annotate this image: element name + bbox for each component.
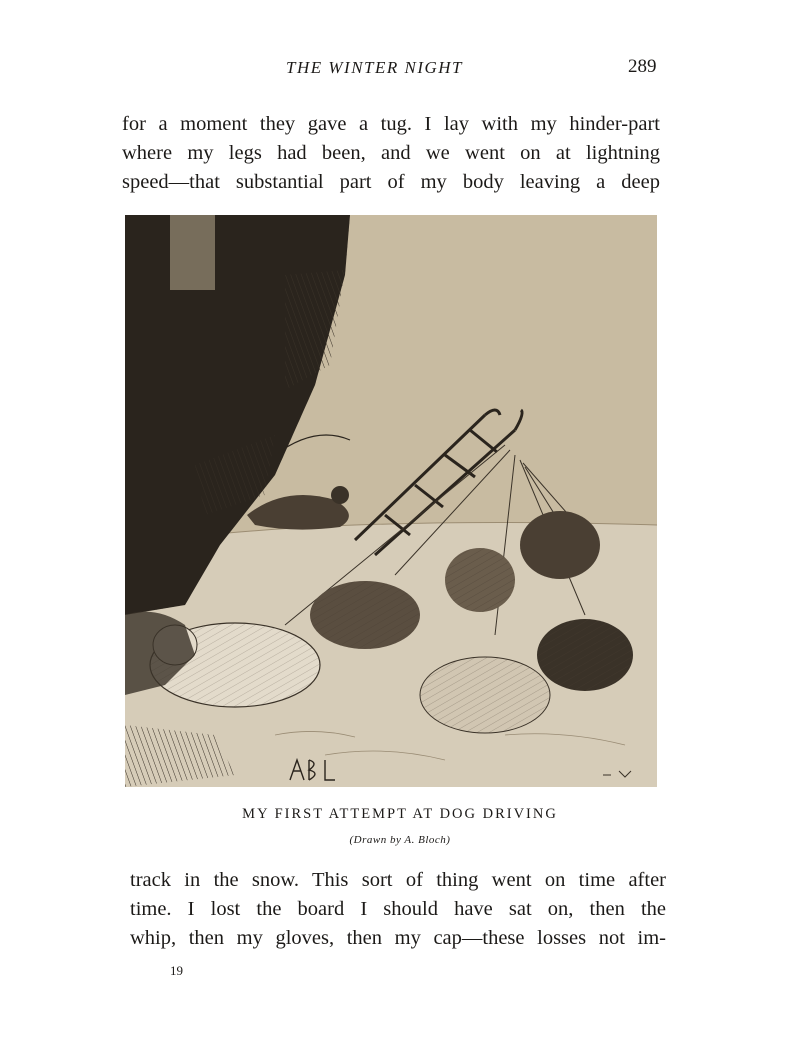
text-line: for a moment they gave a tug. I lay with my hinder-part [122,113,660,135]
signature-mark: 19 [170,963,183,978]
text-line: track in the snow. This sort of thing went on time after [130,869,666,891]
text-line: speed—that substantial part of my body leaving a deep [122,171,660,193]
paragraph-bottom [130,866,666,953]
running-title: THE WINTER NIGHT [286,58,464,77]
page-number: 289 [628,56,657,77]
text-line: time. I lost the board I should have sat on, then the [130,898,666,920]
text-line: whip, then my gloves, then my cap—these losses not im- [130,927,666,949]
illustration-dog-sled [125,215,657,787]
figure-credit: (Drawn by A. Bloch) [349,834,451,846]
text-line: where my legs had been, and we went on at lightning [122,142,660,164]
etching-drawing [125,215,657,787]
running-head [0,58,800,86]
paragraph-top [122,110,660,197]
figure-caption: MY FIRST ATTEMPT AT DOG DRIVING [242,806,558,822]
